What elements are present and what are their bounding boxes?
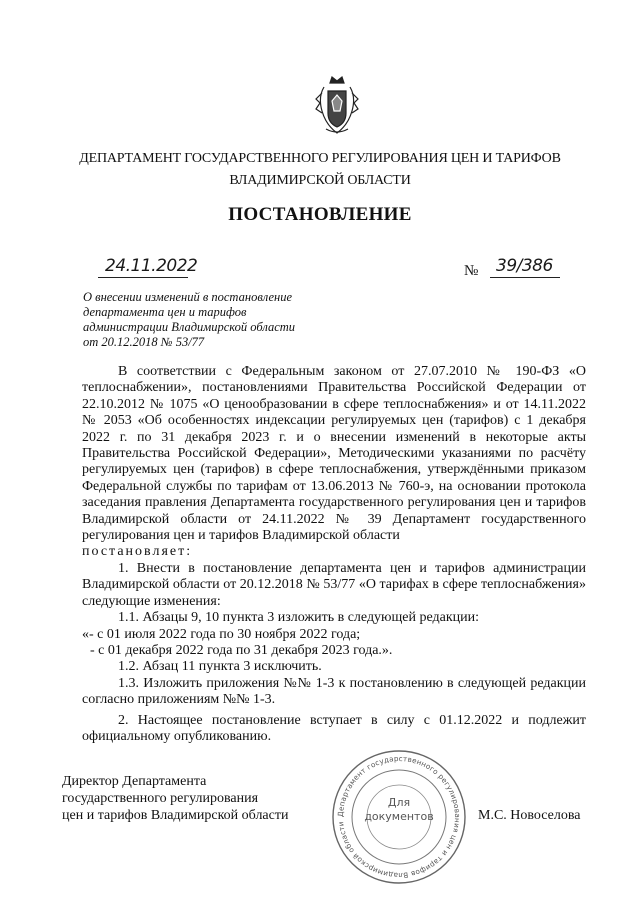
document-number: 39/386 (496, 256, 553, 276)
document-body (82, 364, 586, 745)
signatory-name: М.С. Новоселова (478, 808, 581, 823)
stamp-center-line: документов (364, 810, 434, 823)
item-1-1: 1.1. Абзацы 9, 10 пункта 3 изложить в следующей редакции: (118, 610, 480, 626)
item-1: 1. Внести в постановление департамента цен и тарифов администрации Владимирской области от 20.12.2018 № 53/77 «О тарифах в сфере теплоснабжения» следующие изменения: (82, 560, 586, 609)
subject-line: от 20.12.2018 № 53/77 (83, 335, 205, 349)
position-line: государственного регулирования (62, 791, 259, 806)
item-2: 2. Настоящее постановление вступает в силу с 01.12.2022 и подлежит официальному опубликованию. (82, 712, 586, 744)
quote-line-1: «- с 01 июля 2022 года по 30 ноября 2022 года; (82, 626, 361, 642)
document-title: ПОСТАНОВЛЕНИЕ (228, 204, 412, 225)
subject-line: администрации Владимирской области (83, 320, 296, 334)
date-underline (98, 277, 188, 278)
quote-line-2: - с 01 декабря 2022 года по 31 декабря 2023 года.». (90, 642, 393, 658)
subject-line: О внесении изменений в постановление (83, 290, 293, 304)
decides-word: постановляет: (82, 544, 193, 560)
number-underline (490, 277, 560, 278)
stamp-center-line: Для (387, 796, 411, 809)
preamble-paragraph: В соответствии с Федеральным законом от 27.07.2010 № 190-ФЗ «О теплоснабжении», постановлениями Правительства Российской Федерации от 22.10.2012 № 1075 «О ценообразовании в сфере теплоснабжения» и от 14.11.2022 № 2053 «Об особенностях индексации регулируемых цен (тарифов) с 1 декабря 2022 г. по 31 декабря 2023 г. и о внесении изменений в некоторые акты Правительства Российской Федерации», Методическими указаниями по расчёту регулируемых цен (тарифов) в сфере теплоснабжения, утверждёнными приказом Федеральной службы по тарифам от 13.06.2013 № 760-э, на основании протокола заседания правления Департамента государственного регулирования цен и тарифов Владимирской области от 24.11.2022 № 39 Департамент государственного регулирования цен и тарифов Владимирской области (82, 364, 586, 544)
document-subject (83, 290, 323, 350)
signatory-position (62, 773, 288, 824)
document-date: 24.11.2022 (105, 256, 198, 276)
coat-of-arms-emblem (312, 73, 362, 137)
stamp-center-text (347, 796, 451, 824)
item-1-3: 1.3. Изложить приложения №№ 1-3 к постановлению в следующей редакции согласно приложениям №№ 1-3. (82, 675, 586, 708)
number-label: № (464, 263, 479, 279)
department-name-line2: ВЛАДИМИРСКОЙ ОБЛАСТИ (229, 173, 411, 188)
position-line: цен и тарифов Владимирской области (62, 808, 289, 823)
position-line: Директор Департамента (62, 774, 207, 789)
department-name-line1: ДЕПАРТАМЕНТ ГОСУДАРСТВЕННОГО РЕГУЛИРОВАНИЯ ЦЕН И ТАРИФОВ (79, 151, 561, 166)
item-1-2: 1.2. Абзац 11 пункта 3 исключить. (118, 659, 322, 675)
stamp-ring-text: Департамент государственного регулирования цен и тарифов Владимирской области (335, 753, 463, 881)
subject-line: департамента цен и тарифов (83, 305, 247, 319)
